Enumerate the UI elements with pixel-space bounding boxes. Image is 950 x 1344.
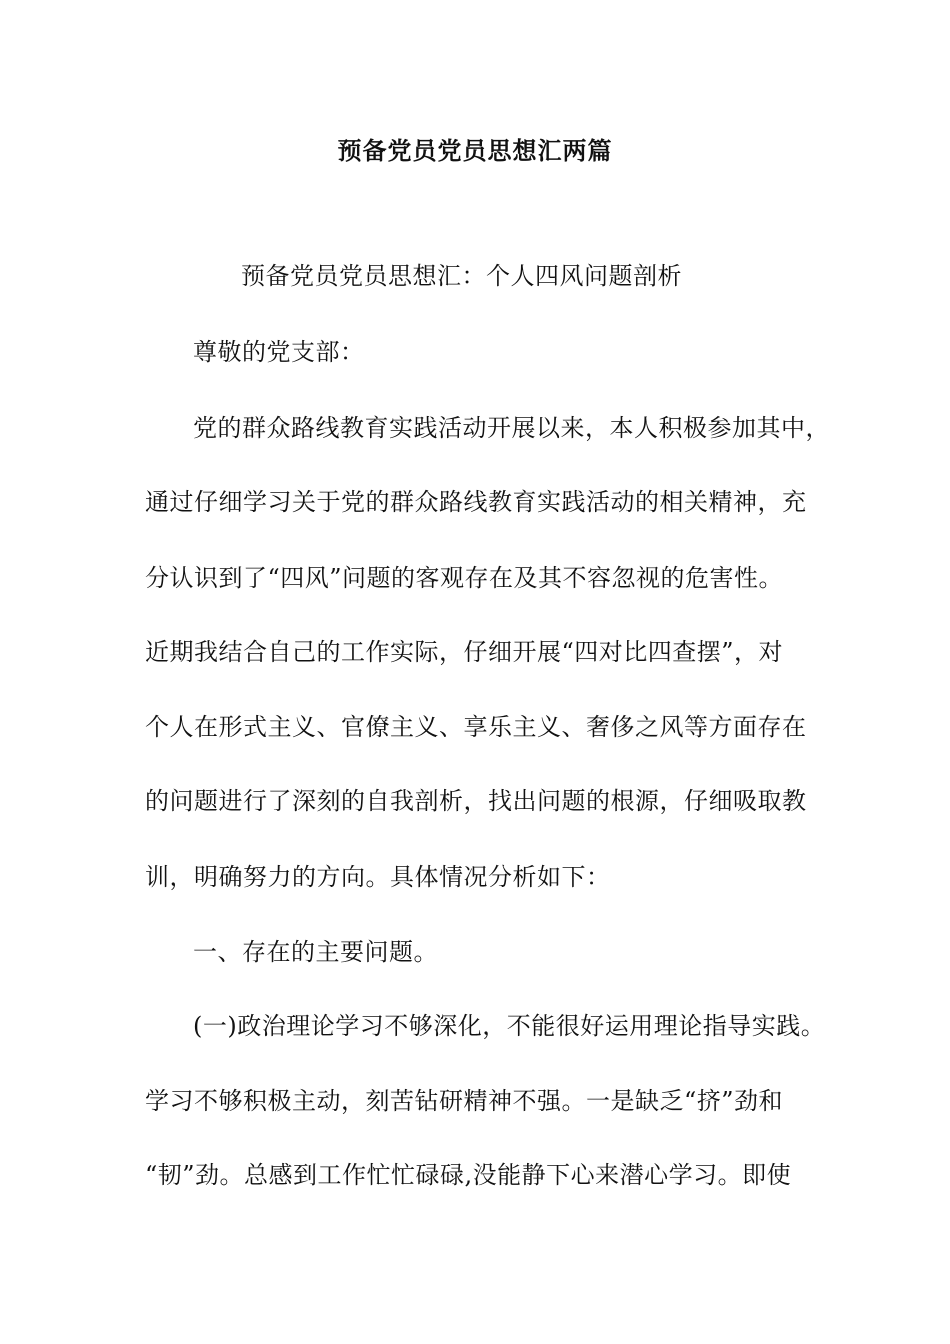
paragraph-line: 党的群众路线教育实践活动开展以来，本人积极参加其中，: [193, 414, 830, 442]
paragraph-line: 训，明确努力的方向。具体情况分析如下：: [145, 863, 611, 891]
document-title: 预备党员党员思想汇两篇: [337, 136, 613, 165]
paragraph-line: 学习不够积极主动，刻苦钻研精神不强。一是缺乏“挤”劲和: [145, 1087, 784, 1115]
paragraph-line: 近期我结合自己的工作实际，仔细开展“四对比四查摆”，对: [145, 638, 784, 666]
section-heading: 一、存在的主要问题。: [193, 938, 438, 966]
subsection-heading: (一)政治理论学习不够深化，不能很好运用理论指导实践。: [193, 1012, 826, 1040]
section-subtitle: 预备党员党员思想汇：个人四风问题剖析: [241, 262, 682, 290]
paragraph-line: 分认识到了“四风”问题的客观存在及其不容忽视的危害性。: [145, 564, 784, 592]
paragraph-line: “韧”劲。总感到工作忙忙碌碌,没能静下心来潜心学习。即使: [145, 1161, 792, 1189]
salutation: 尊敬的党支部：: [193, 338, 365, 366]
paragraph-line: 通过仔细学习关于党的群众路线教育实践活动的相关精神，充: [145, 488, 807, 516]
paragraph-line: 个人在形式主义、官僚主义、享乐主义、奢侈之风等方面存在: [145, 713, 807, 741]
paragraph-line: 的问题进行了深刻的自我剖析，找出问题的根源，仔细吸取教: [145, 787, 807, 815]
